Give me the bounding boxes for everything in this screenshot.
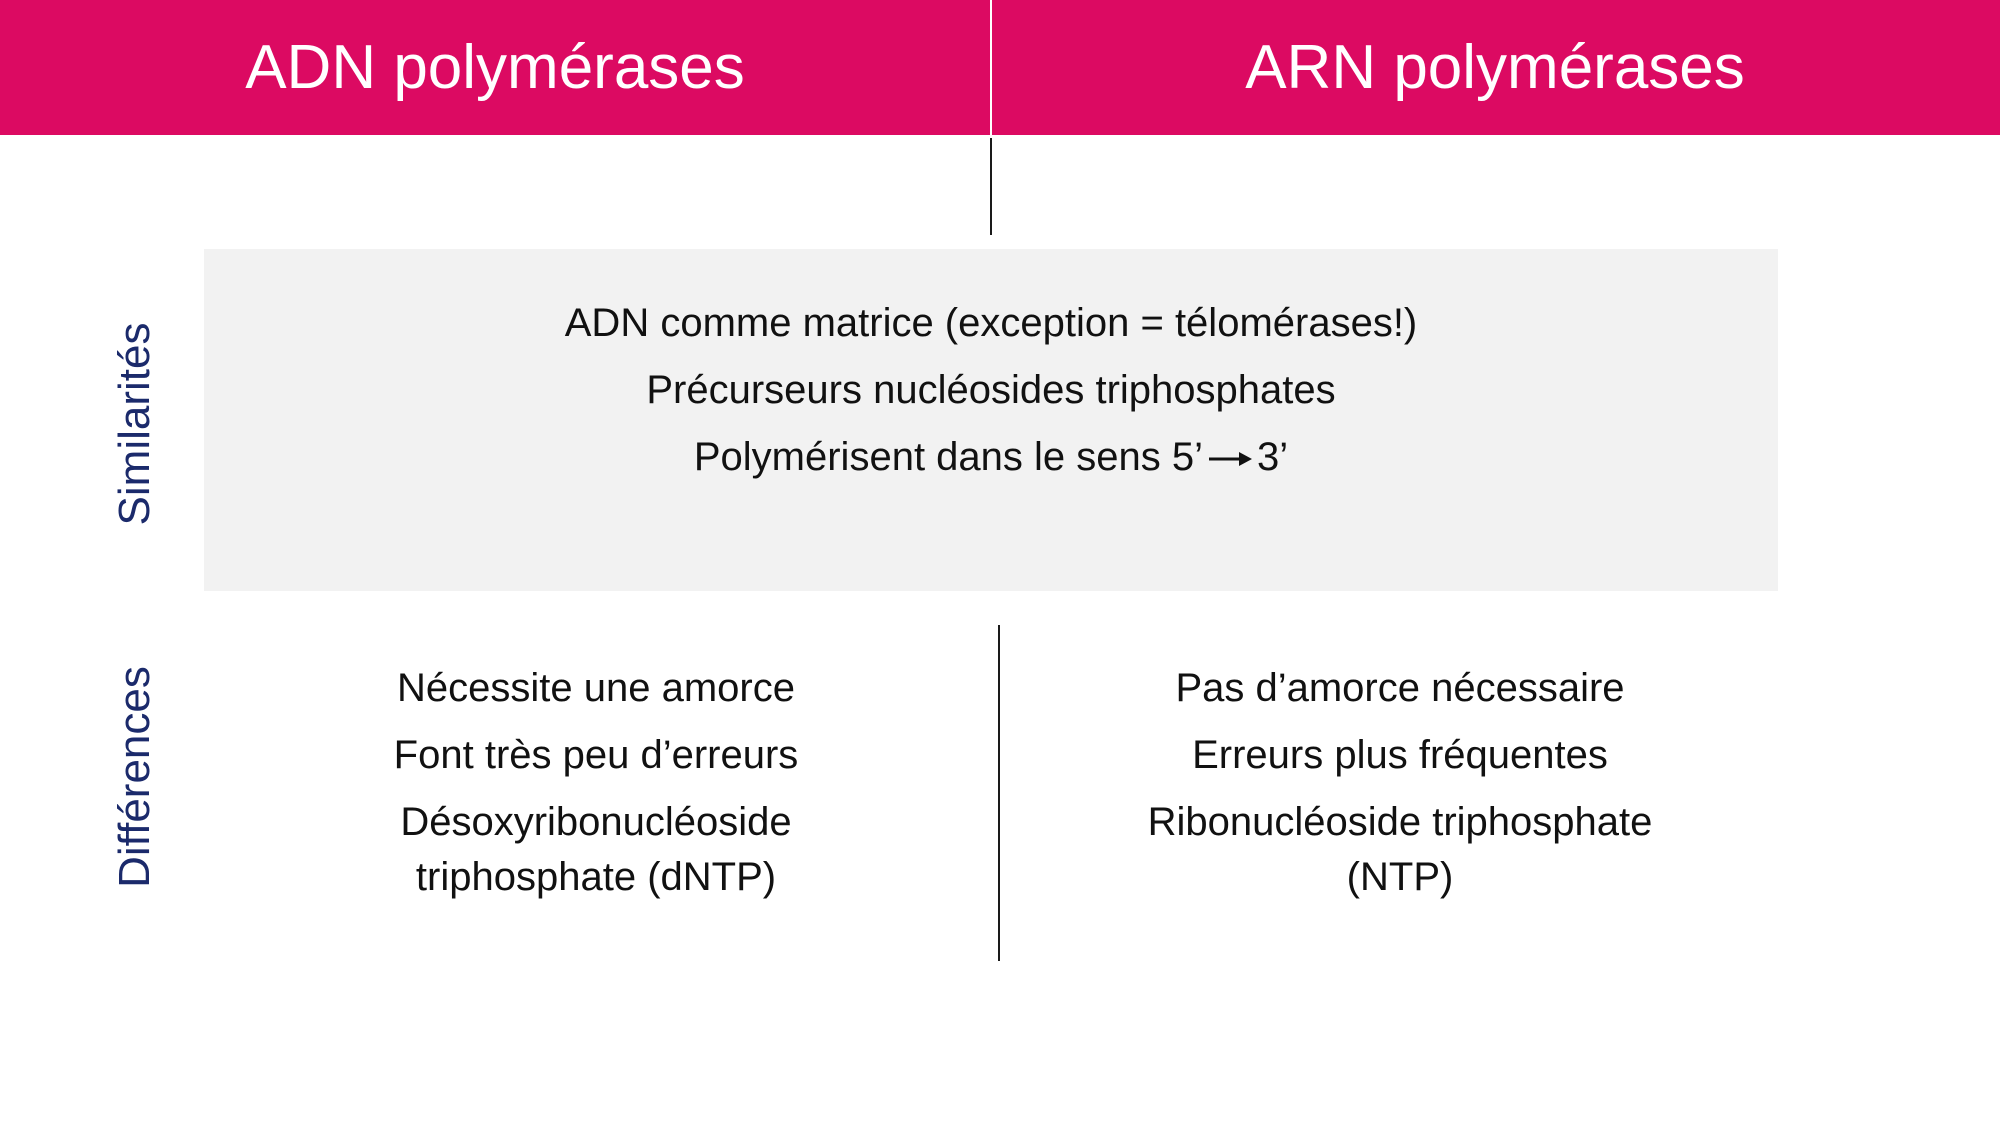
header-divider xyxy=(990,0,992,135)
adn-header-title: ADN polymérases xyxy=(245,33,745,102)
header-bar xyxy=(0,0,2000,135)
similarity-text-after: 3’ xyxy=(1257,434,1289,479)
arn-differences-list xyxy=(1120,655,1680,905)
arn-difference-item: Pas d’amorce nécessaire xyxy=(1175,666,1625,710)
differences-divider-line xyxy=(998,625,1000,961)
right-arrow-icon xyxy=(1207,449,1253,469)
arn-difference-item: Erreurs plus fréquentes xyxy=(1192,733,1608,777)
similarity-text-before: Polymérisent dans le sens 5’ xyxy=(693,434,1203,479)
similarities-box xyxy=(204,249,1778,591)
adn-difference-item: Nécessite une amorce xyxy=(397,666,795,710)
adn-difference-item: Font très peu d’erreurs xyxy=(393,733,799,777)
arn-difference-item: Ribonucléoside triphosphate (NTP) xyxy=(1147,800,1653,899)
similarities-label: Similarités xyxy=(110,322,159,526)
differences-label: Différences xyxy=(110,666,159,888)
adn-difference-item: Désoxyribonucléoside triphosphate (dNTP) xyxy=(400,800,792,899)
arn-header-title: ARN polymérases xyxy=(1245,33,1745,102)
similarity-item: ADN comme matrice (exception = télomérases!) xyxy=(564,300,1418,345)
adn-differences-list xyxy=(316,655,876,905)
similarity-item xyxy=(694,424,1288,491)
top-divider-line xyxy=(990,138,992,235)
similarity-item: Précurseurs nucléosides triphosphates xyxy=(646,367,1336,412)
